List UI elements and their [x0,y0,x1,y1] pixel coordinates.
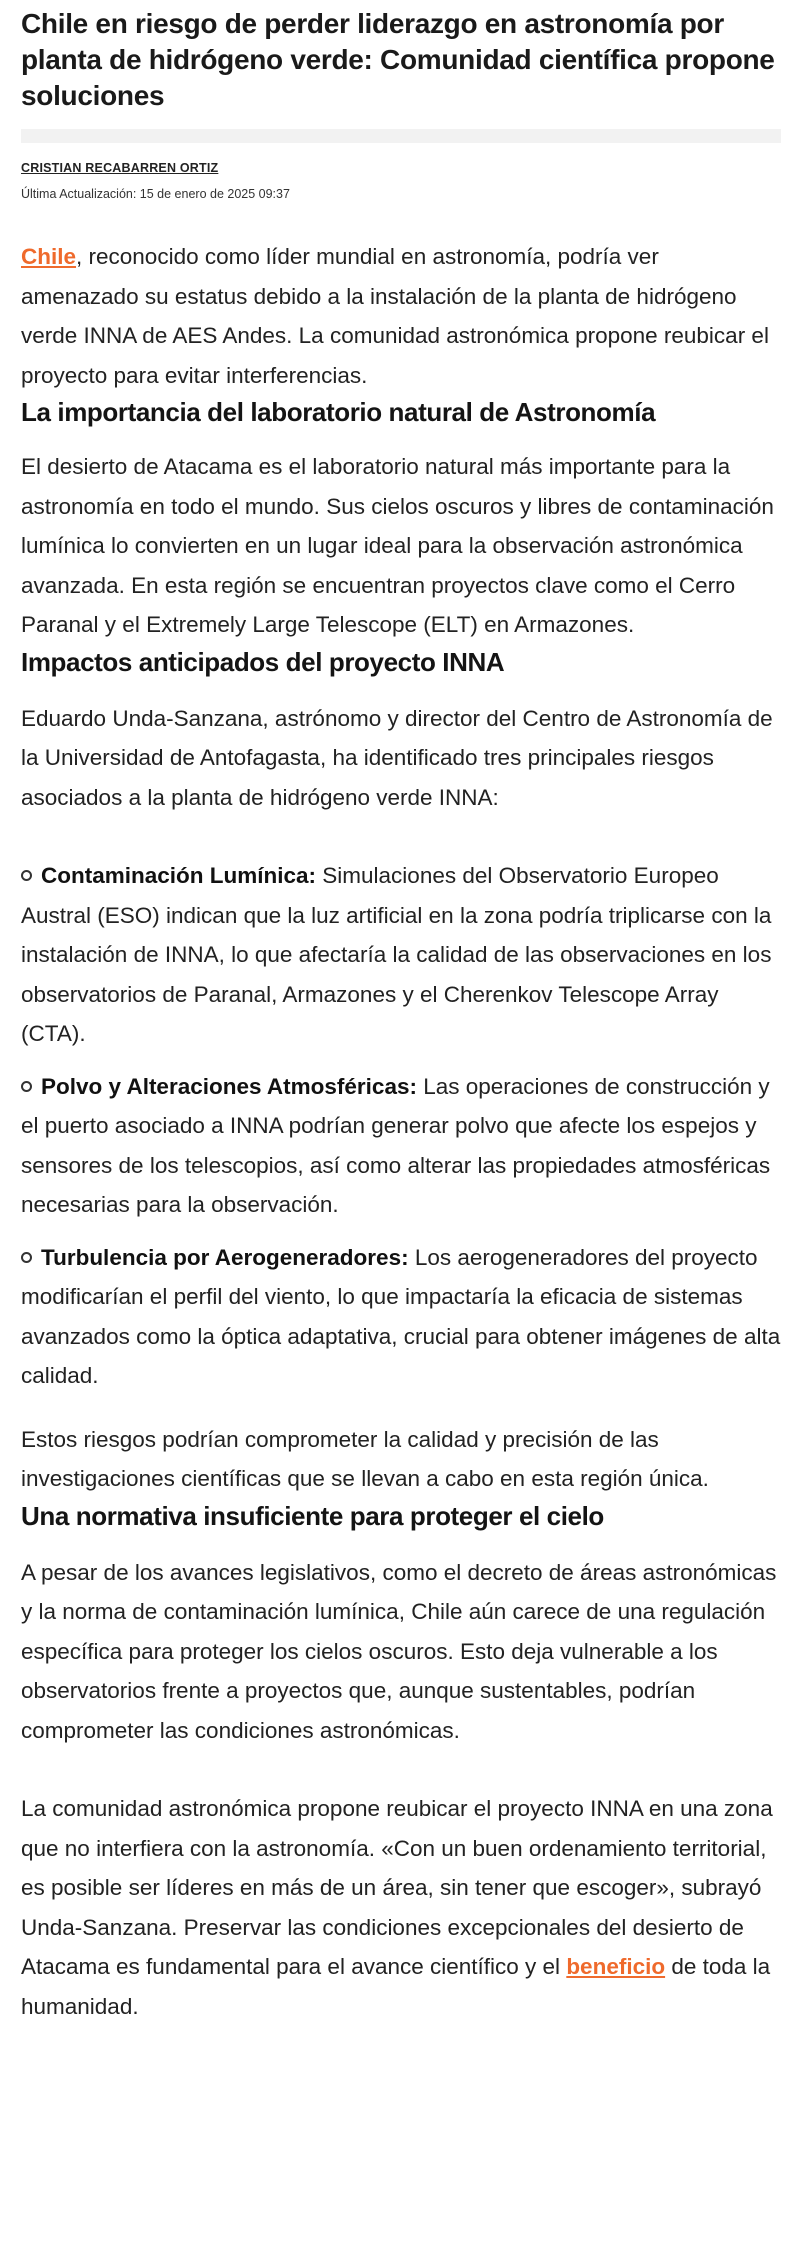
bullet-title: Contaminación Lumínica: [41,863,317,888]
bullet-circle-icon [21,870,32,881]
bullet-circle-icon [21,1081,32,1092]
bullet-text: Los aerogeneradores del proyecto modificarían el perfil del viento, lo que impactaría la eficacia de sistemas avanzados como la óptica adaptativa, crucial para obtener imágenes de alta calidad. [21,1244,781,1388]
chile-link[interactable]: Chile [21,244,77,269]
title-divider [21,129,781,143]
bullet-text: Las operaciones de construcción y el puerto asociado a INNA podrían generar polvo que afecte los espejos y sensores de los telescopios, así como alterar las propiedades atmosféricas necesarias para la observación. [21,1073,771,1217]
section-heading-laboratorio: La importancia del laboratorio natural de Astronomía [21,397,656,427]
lead-text: , reconocido como líder mundial en astronomía, podría ver amenazado su estatus debido a la instalación de la planta de hidrógeno verde INNA de AES Andes. La comunidad astronómica propone reubicar el proyecto para evitar interferencias. [21,244,769,388]
section-heading-impactos: Impactos anticipados del proyecto INNA [21,646,505,677]
closing-paragraph [21,1789,781,2026]
beneficio-link[interactable]: beneficio [566,1954,666,1979]
bullet-circle-icon [21,1252,32,1263]
bullet-title: Polvo y Alteraciones Atmosféricas: [41,1073,417,1099]
section-closing-impactos: Estos riesgos podrían comprometer la calidad y precisión de las investigaciones científicas que se llevan a cabo en esta región única. [21,1426,709,1491]
byline [21,159,781,201]
risk-list [21,856,781,1396]
list-item [21,1067,781,1225]
author-link[interactable]: CRISTIAN RECABARREN ORTIZ [21,161,219,175]
article [21,0,781,2026]
closing-text-start: La comunidad astronómica propone reubicar el proyecto INNA en una zona que no interfiera con la astronomía. «Con un buen ordenamiento territorial, es posible ser líderes en más de un área, sin tener que escoger», subrayó Unda-Sanzana. Preservar las condiciones excepcionales del desierto de Atacama es fundamental para el avance científico y el [21,1796,773,1979]
bullet-text: Simulaciones del Observatorio Europeo Austral (ESO) indican que la luz artificial en la zona podría triplicarse con la instalación de INNA, lo que afectaría la calidad de las observaciones en los observatorios de Paranal, Armazones y el Cherenkov Telescope Array (CTA). [21,863,772,1046]
closing-text-end: de toda la humanidad. [21,1954,771,2019]
section-intro-impactos: Eduardo Unda-Sanzana, astrónomo y director del Centro de Astronomía de la Universidad de Antofagasta, ha identificado tres principales riesgos asociados a la planta de hidrógeno verde INNA: [21,705,773,810]
article-title: Chile en riesgo de perder liderazgo en astronomía por planta de hidrógeno verde: Comunidad científica propone soluciones [21,8,775,111]
section-heading-normativa: Una normativa insuficiente para proteger el cielo [21,1500,604,1531]
last-updated: Última Actualización: 15 de enero de 2025 09:37 [21,187,290,201]
lead-paragraph [21,237,781,395]
list-item [21,1238,781,1396]
section-paragraph-normativa: A pesar de los avances legislativos, como el decreto de áreas astronómicas y la norma de contaminación lumínica, Chile aún carece de una regulación específica para proteger los cielos oscuros. Esto deja vulnerable a los observatorios frente a proyectos que, aunque sustentables, podrían comprometer las condiciones astronómicas. [21,1559,777,1743]
list-item [21,856,781,1054]
bullet-title: Turbulencia por Aerogeneradores: [41,1244,409,1270]
section-paragraph-laboratorio: El desierto de Atacama es el laboratorio natural más importante para la astronomía en todo el mundo. Sus cielos oscuros y libres de contaminación lumínica lo convierten en un lugar ideal para la observación astronómica avanzada. En esta región se encuentran proyectos clave como el Cerro Paranal y el Extremely Large Telescope (ELT) en Armazones. [21,454,774,637]
